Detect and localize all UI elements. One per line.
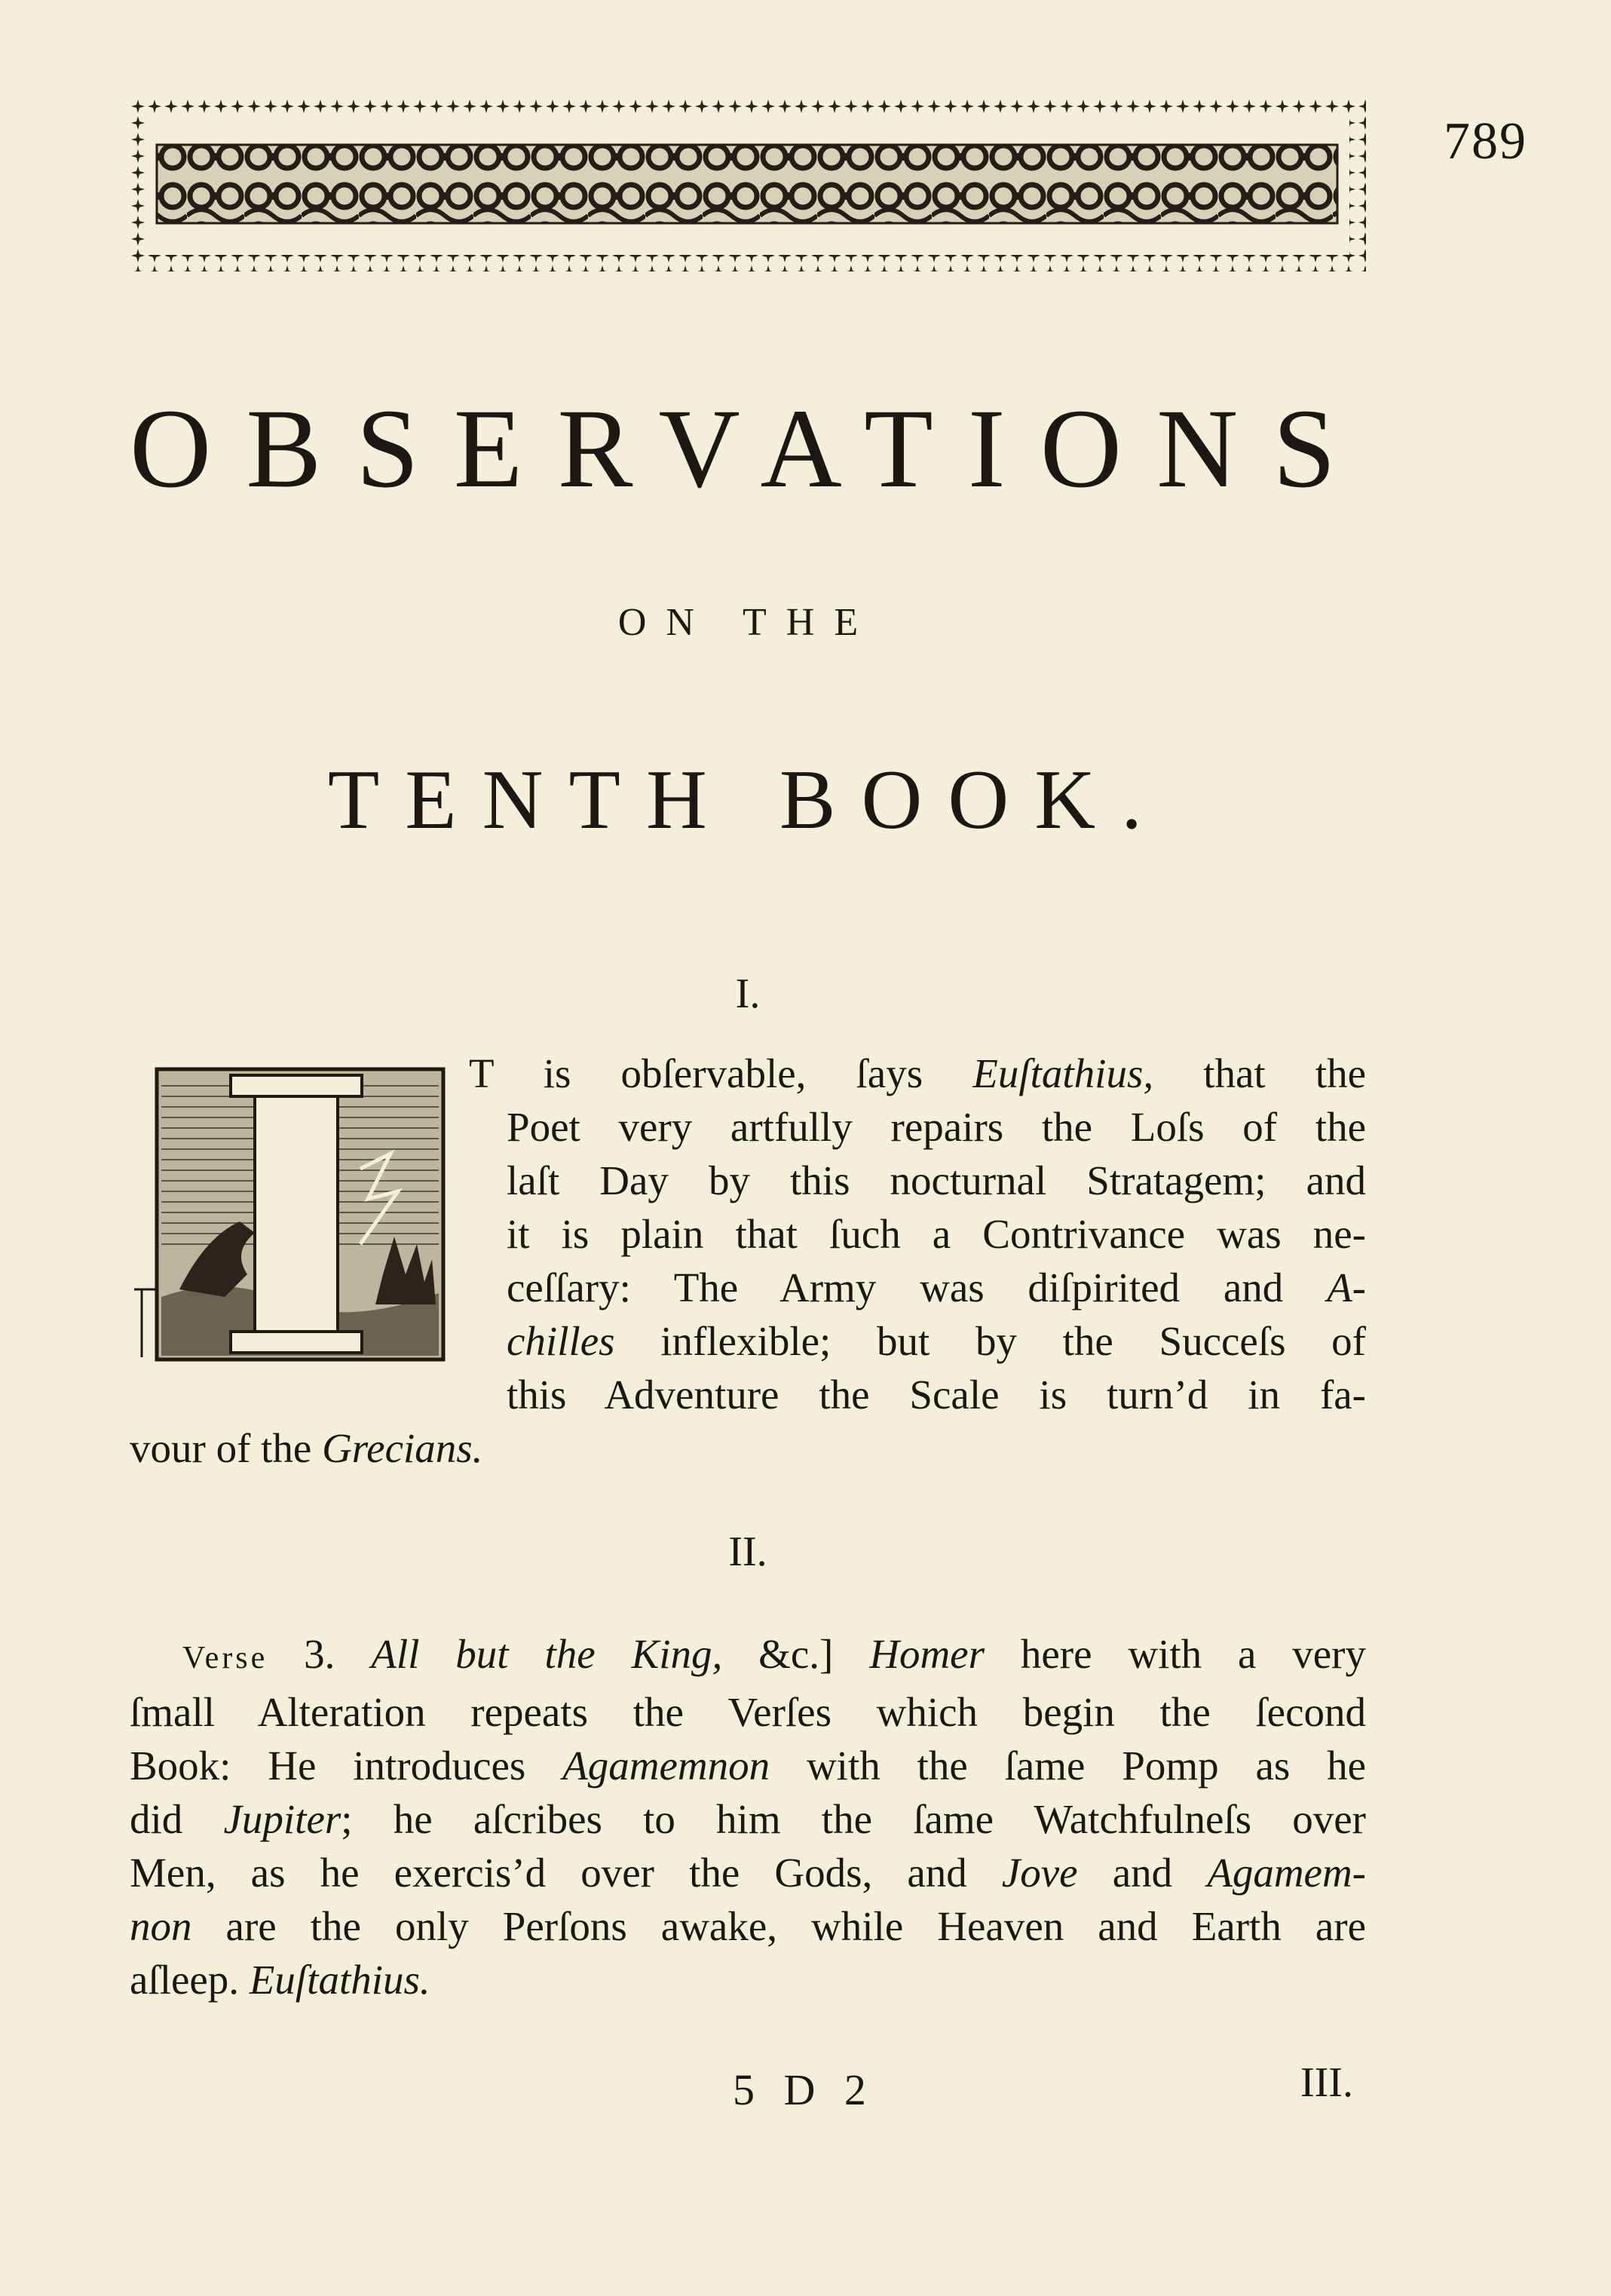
text-line xyxy=(130,1627,1366,1685)
text-line xyxy=(130,1314,1366,1368)
section-number-2: II. xyxy=(728,1528,767,1575)
text-run: Men, as he exercis’d over the Gods, and xyxy=(130,1850,1002,1896)
signature-mark: 5 D 2 xyxy=(733,2065,875,2114)
text-run: are the only Perſons awake, while Heaven and Earth are xyxy=(191,1903,1366,1949)
italic-text: Euſtathius, xyxy=(972,1050,1154,1096)
text-line xyxy=(130,1421,1366,1475)
text-run: &c.] xyxy=(722,1631,870,1677)
text-line xyxy=(130,1953,1366,2006)
text-run: 3. xyxy=(268,1631,372,1677)
text-line xyxy=(130,1368,1366,1421)
text-run: inflexible; but by the Succeſs of xyxy=(614,1318,1366,1364)
italic-text: Jupiter xyxy=(223,1796,341,1842)
text-run: ceſſary: The Army was diſpirited and xyxy=(507,1264,1328,1310)
ornamental-headpiece xyxy=(130,98,1366,271)
italic-text: All but the King, xyxy=(371,1631,723,1677)
text-line xyxy=(130,1261,1366,1314)
text-run: it is plain that ſuch a Contrivance was ne- xyxy=(507,1211,1366,1257)
text-line xyxy=(130,1846,1366,1899)
paragraph-section-1 xyxy=(130,1047,1366,1475)
italic-text: Agamemnon xyxy=(562,1743,770,1789)
text-line xyxy=(130,1739,1366,1792)
italic-text: Agamem- xyxy=(1207,1850,1366,1896)
text-run: ; he aſcribes to him the ſame Watchfulneſs over xyxy=(341,1796,1367,1842)
section-number-1: I. xyxy=(735,970,761,1017)
text-line xyxy=(130,1207,1366,1261)
text-run: here with a very xyxy=(984,1631,1366,1677)
text-run: and xyxy=(1077,1850,1208,1896)
italic-text: Jove xyxy=(1001,1850,1078,1896)
italic-text: Euſtathius. xyxy=(249,1957,430,2003)
text-line xyxy=(130,1047,1366,1100)
title-tenth-book: TENTH BOOK. xyxy=(327,753,1168,847)
text-run: vour of the xyxy=(130,1425,323,1471)
text-run: did xyxy=(130,1796,224,1842)
text-line xyxy=(130,1100,1366,1154)
text-line xyxy=(130,1685,1366,1739)
text-run: aſleep. xyxy=(130,1957,250,2003)
italic-text: Homer xyxy=(869,1631,985,1677)
small-caps-text: Verse xyxy=(182,1641,268,1675)
italic-text: non xyxy=(130,1903,192,1949)
text-run: T is obſervable, ſays xyxy=(469,1050,973,1096)
catchword: III. xyxy=(1300,2059,1353,2106)
italic-text: chilles xyxy=(507,1318,615,1364)
text-run: ſmall Alteration repeats the Verſes which begin the ſecond xyxy=(130,1689,1366,1735)
text-line xyxy=(130,1899,1366,1953)
italic-text: A- xyxy=(1327,1264,1366,1310)
text-run: this Adventure the Scale is turn’d in fa- xyxy=(507,1372,1366,1418)
title-on-the: ON THE xyxy=(617,601,878,644)
text-run: laſt Day by this nocturnal Stratagem; and xyxy=(507,1157,1366,1203)
text-line xyxy=(130,1792,1366,1846)
text-line xyxy=(130,1154,1366,1207)
italic-text: Grecians. xyxy=(322,1425,483,1471)
paragraph-section-2 xyxy=(130,1627,1366,2006)
page-number: 789 xyxy=(1444,112,1527,170)
title-observations: OBSERVATIONS xyxy=(130,386,1371,511)
text-run: Book: He introduces xyxy=(130,1743,563,1789)
text-run: with the ſame Pomp as he xyxy=(770,1743,1366,1789)
text-run: that the xyxy=(1153,1050,1366,1096)
text-run: Poet very artfully repairs the Loſs of the xyxy=(507,1104,1366,1150)
